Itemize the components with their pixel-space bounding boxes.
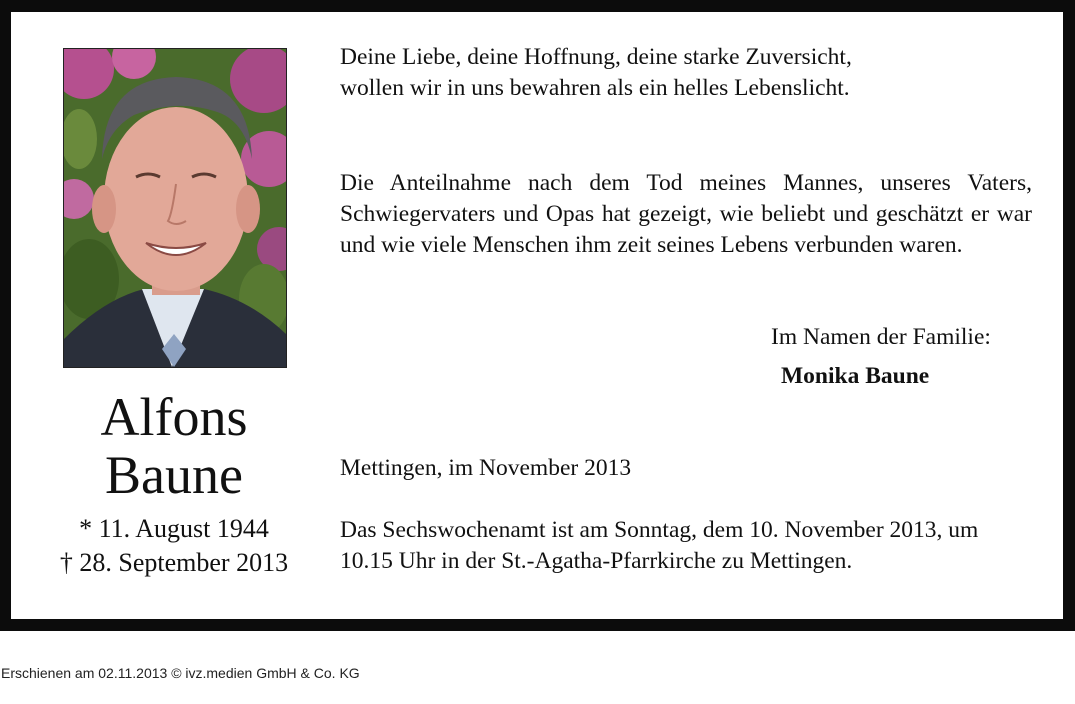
portrait-photo bbox=[63, 48, 287, 368]
family-signature: Monika Baune bbox=[781, 363, 930, 389]
place-date: Mettingen, im November 2013 bbox=[340, 455, 632, 481]
death-date: † 28. September 2013 bbox=[59, 548, 289, 577]
thanks-paragraph: Die Anteilnahme nach dem Tod meines Mannes, unseres Vaters, Schwiegervaters und Opas hat gezeigt, wie beliebt und geschätzt er war und wie viele Menschen ihm zeit seines Lebens verbunden waren. bbox=[340, 170, 1032, 258]
publication-credit: Erschienen am 02.11.2013 © ivz.medien GmbH & Co. KG bbox=[1, 665, 360, 681]
memorial-verse bbox=[340, 42, 1032, 104]
family-label: Im Namen der Familie: bbox=[771, 324, 991, 350]
verse-line: wollen wir in uns bewahren als ein helles Lebenslicht. bbox=[340, 75, 850, 101]
mass-announcement: Das Sechswochenamt ist am Sonntag, dem 10. November 2013, um 10.15 Uhr in der St.-Agatha-Pfarrkirche zu Mettingen. bbox=[340, 517, 979, 574]
deceased-last-name: Baune bbox=[105, 445, 243, 505]
portrait-illustration bbox=[64, 49, 286, 367]
verse-line: Deine Liebe, deine Hoffnung, deine starke Zuversicht, bbox=[340, 44, 852, 70]
birth-date: * 11. August 1944 bbox=[79, 514, 269, 543]
deceased-first-name: Alfons bbox=[100, 387, 248, 447]
obituary-card bbox=[11, 12, 1063, 619]
